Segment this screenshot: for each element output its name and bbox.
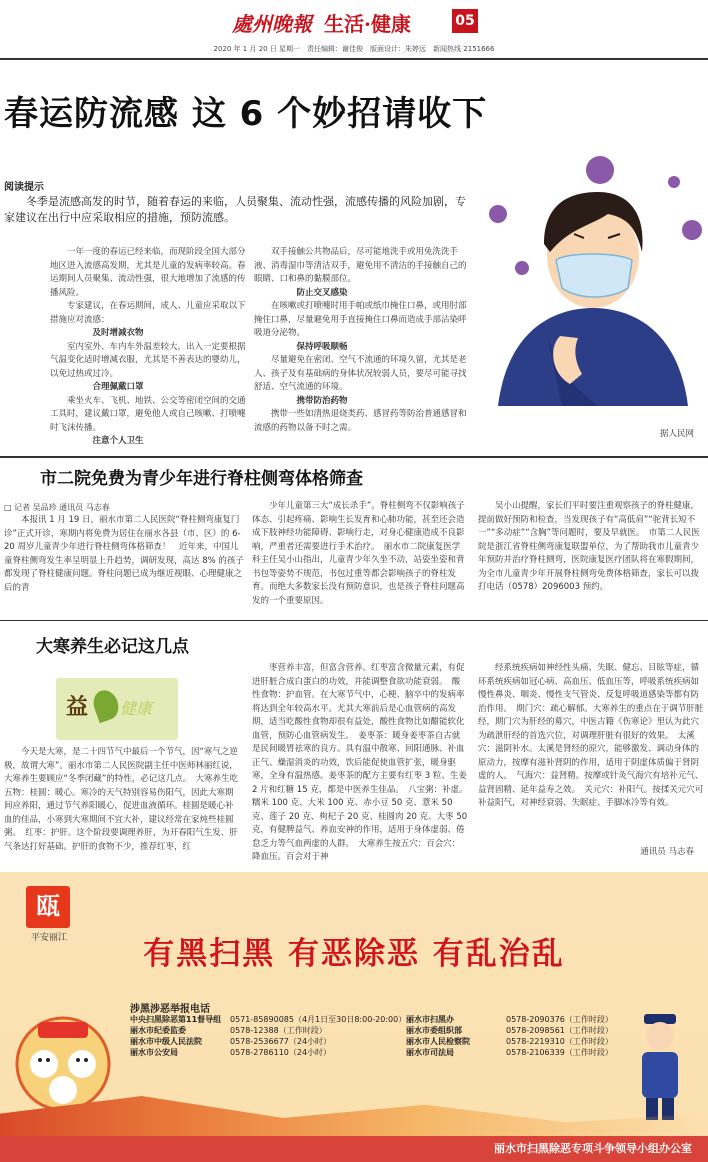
subheading: 注意个人卫生 (92, 436, 144, 446)
spine-column-1 (4, 514, 244, 595)
page-number: 05 (452, 9, 478, 33)
hotline-number: 0578-12388（工作时段） (230, 1026, 327, 1035)
lead-text: 冬季是流感高发的时节，随着春运的来临，人员聚集、流动性强，流感传播的风险加剧，专家建议在出行中应采取相应的措施，预防流感。 (4, 195, 466, 224)
hotline-org: 中央扫黑除恶第11督导组 (130, 1015, 222, 1024)
spine-byline: □ 记者 吴品珍 通讯员 马志春 (4, 503, 110, 512)
paragraph: 尽量避免在密闭、空气不流通的环境久留，尤其是老人、孩子及有基础病的身体状况较弱人员，要尽可能寻找舒适、空气流通的环境。 (254, 355, 467, 392)
spine-text-2: 少年儿童第三大“成长杀手”。脊柱侧弯不仅影响孩子体态、引起疼痛、影响生长发育和心肺功能，甚至还会造成下肢神经功能障碍、影响行走，对身心健康造成不良影响，严重者还需要进行手术治疗。 丽水市二院康复医学科主任吴小山指出，儿童青少年久坐不动，站姿坐姿和背书包等姿势不规范，书包过重等都会影响孩子的脊柱发育。而绝大多数家长没有预防意识，也是孩子脊柱问题高发的一个重要原因。 (252, 501, 465, 606)
spine-text-3: 吴小山提醒，家长们平时要注重观察孩子的脊柱健康，提前做好预防和检查，当发现孩子有“高低肩”“驼背长短不一”“多动症”“含胸”等问题时，要及早就医。 市第二人民医院是浙江省脊柱侧弯康复联盟单位，为了帮助我市儿童青少年预防并治疗脊柱侧弯，医院康复医疗团队将在寒假期间，为全市儿童青少年开展脊柱侧弯免费体格筛查，家长可以拨打电话（0578）2096003 预约。 (478, 501, 700, 592)
dahan-text-2: 枣营养丰富，但富含营养。红枣富含微量元素，有促进肝脏合成白蛋白的功效，并能调整食欲功能衰弱。 酸性食物：护血管。在大寒节气中，心梗、脑卒中的发病率将达到全年较高水平。尤其大寒前后是心血管病的高发期，适当吃酸性食物却很有益处，酸性食物比如醋能软化血管，预防心血管病发生。 姜枣茶：暖身姜枣茶自古就是民间暖胃祛寒的良方。具有温中散寒、回阳通脉、补血正气、燥湿消炎的功效，饮后能促使血管扩张，暖身驱寒，全身有温热感。姜枣茶的配方主要有红枣 3 粒、生姜 2 片和红糖 15 克，都是中医养生佳品。 八宝粥：补虚。糯米 100 克、大米 100 克、赤小豆 50 克、薏米 50 克、莲子 20 克、枸杞子 20 克、桂圆肉 20 克、大枣 50 克，有健脾益气、养血安神的作用，适用于身体虚弱、倦怠乏力等气血两虚的人群。 大寒养生按五穴：百会穴：降血压。百会对于神 (252, 663, 468, 862)
dahan-signed-box (560, 846, 700, 860)
hotline-number: 0578-2219310（工作时段） (506, 1037, 613, 1046)
hotline-row (406, 1047, 613, 1058)
dahan-column-3 (478, 662, 704, 811)
subheading: 防止交叉感染 (296, 287, 348, 298)
paragraph: 乘坐火车、飞机、地铁、公交等密闭空间的交通工具时，建议戴口罩，避免他人或自己咳嗽、打喷嚏时飞沫传播。 (50, 395, 246, 433)
dahan-signed: 通讯员 马志春 (640, 847, 694, 857)
spine-text-1: 本报讯 1 月 19 日，丽水市第二人民医院“脊柱侧弯康复门诊”正式开诊，寒期内将免费为居住在丽水各县（市、区）的 6-20 周岁儿童青少年进行脊柱侧弯体格筛查！ 近年来，中国儿童脊柱侧弯发生率呈明显上升趋势，调研发现，高达 8% 的孩子都发现了脊柱健康问题。脊柱问题已成为继近视眼、心理健康之后的青 (4, 515, 244, 593)
hotline-row (406, 1036, 613, 1047)
dahan-text-1: 今天是大寒，是二十四节气中最后一个节气，因“寒气之逆极，故谓大寒”。丽水市第二人民医院副主任中医师林丽红说，大寒养生要顾应“冬季闭藏”的特性，必记这几点。 大寒养生吃五物：桂圆：暖心。寒冷的天气特别容易伤阳气，因此大寒期间应养阳，通过节气养阳暖心，促进血液循环。桂圆是暖心补血的佳品，小寒到大寒期间不宜大补，建议经常在家炖些桂圆粥。 红枣：护肝。这个阶段要调理养肝，为开春阳气生发、肝气条达打好基础。护肝的食物不少，推荐红枣，红 (4, 747, 239, 852)
dahan-column-1 (4, 746, 240, 854)
logo-kang: 健康 (120, 699, 153, 718)
dahan-text-3: 经系统疾病如神经性头痛、失眠、健忘、目眩等症，循环系统疾病如冠心病、高血压、低血压等，呼吸系统疾病如慢性鼻炎、咽炎、慢性支气管炎、反复呼吸道感染等都有防治作用。 期门穴：疏心解郁。大寒养生的重点在于调节肝脏经，期门穴为肝经的募穴，中医古籍《伤寒论》里认为此穴为疏泄肝经的首选穴位，对调理肝脏有很好的效果。 太溪穴：滋阴补水。太溪是肾经的原穴，能够激发、调动身体的原动力，按摩有滋补肾阴的作用，适用于阴虚体质偏于肾阴虚的人。 气海穴：益肾精。按摩或针灸气海穴有培补元气、益肾固精、延年益寿之效。 关元穴：补阳气。按揉关元穴可补益阳气，对神经衰弱、失眠症、手脚冰冷等有效。 (478, 663, 704, 808)
lead-title: 阅读提示 (4, 182, 44, 193)
hotline-number: 0578-2106339（工作时段） (506, 1048, 613, 1057)
subheading: 携带防治药物 (296, 395, 348, 406)
hotline-org: 丽水市纪委监委 (130, 1026, 186, 1035)
flu-source: 据人民网 (659, 429, 694, 439)
seal-icon: 瓯 (26, 886, 70, 928)
hotline-org: 丽水市中级人民法院 (130, 1037, 202, 1046)
paper-logo: 處州晚報 (232, 12, 312, 36)
top-rule (0, 58, 708, 60)
flu-signed (620, 428, 700, 442)
paragraph: 室内室外、车内车外温差较大，出入一定要根据气温变化适时增减衣服，尤其是不善表达的婴幼儿，以免过热或过冷。 (50, 341, 246, 379)
section-rule-2 (0, 620, 708, 621)
masked-person-illustration (478, 148, 708, 406)
paragraph: 一年一度的春运已经来临，而现阶段全国大部分地区进入流感高发期，尤其是儿童的发病率较高。春运期间人员聚集、流动性强，很大地增加了流感的传播风险。 (50, 247, 246, 298)
tip-title: 涉黑涉恶举报电话 (130, 1004, 210, 1015)
hotline-row (406, 1014, 613, 1025)
spine-column-3 (478, 500, 704, 595)
leaf-icon (90, 687, 123, 723)
section-name: 生活·健康 (324, 12, 411, 36)
hotline-row (406, 1025, 613, 1036)
spine-column-2 (252, 500, 468, 608)
hotline-number: 0578-2536677（24小时） (230, 1037, 332, 1046)
banner-footer: 丽水市扫黑除恶专项斗争领导小组办公室 (0, 1136, 708, 1162)
hotline-number: 0578-2098561（工作时段） (506, 1026, 613, 1035)
hotline-number: 0571-85890085（4月1日至30日8:00-20:00） (230, 1015, 407, 1024)
tips-left (130, 1014, 406, 1058)
hotline-org: 丽水市委组织部 (406, 1026, 462, 1035)
hotline-number: 0578-2090376（工作时段） (506, 1015, 613, 1024)
banner-slogan: 有黑扫黑 有恶除恶 有乱治乱 (143, 936, 565, 972)
paragraph: 携带一些如清热退烧类药、感冒药等防治普通感冒和流感的药物以备不时之需。 (254, 409, 467, 433)
hotline-row (130, 1036, 406, 1047)
headline: 春运防流感 这 6 个妙招请收下 (4, 94, 488, 134)
section-rule-1 (0, 456, 708, 458)
hotline-row (130, 1014, 406, 1025)
logo-yi: 益 (66, 694, 89, 720)
subheading: 合理佩戴口罩 (92, 382, 144, 392)
hotline-org: 丽水市司法局 (406, 1048, 454, 1057)
dahan-title: 大寒养生必记这几点 (36, 637, 189, 657)
paragraph: 在咳嗽或打喷嚏时用手帕或纸巾掩住口鼻，或用肘部掩住口鼻，尽量避免用手直接掩住口鼻而造成手部沾染呼吸道分泌物。 (254, 301, 467, 338)
tips-right (406, 1014, 613, 1058)
police-illustration (628, 1004, 692, 1124)
seal-name: 平安丽江 (30, 933, 67, 943)
hotline-row (130, 1025, 406, 1036)
hotline-org: 丽水市人民检察院 (406, 1037, 470, 1046)
health-logo (56, 678, 178, 740)
spine-title: 市二院免费为青少年进行脊柱侧弯体格筛查 (40, 469, 363, 489)
flu-column-1 (50, 246, 246, 449)
meta-line: 2020 年 1 月 20 日 星期一 责任编辑：谢佳俊 版面设计：朱婷远 新闻热线 2151666 (213, 45, 495, 53)
hotline-org: 丽水市扫黑办 (406, 1015, 454, 1024)
subheading: 及时增减衣物 (92, 328, 144, 338)
flu-column-2 (254, 246, 470, 435)
paragraph: 专家建议，在春运期间，成人、儿童应采取以下措施应对流感： (50, 301, 246, 325)
paragraph: 双手接触公共物品后，尽可能地洗手或用免洗洗手液、消毒湿巾等清洁双手，避免用不清洁的手接触自己的眼睛、口和鼻的黏膜部位。 (254, 247, 467, 284)
masthead (0, 0, 708, 44)
subheading: 保持呼吸顺畅 (296, 341, 348, 352)
dahan-column-2 (252, 662, 468, 865)
hotline-number: 0578-2786110（24小时） (230, 1048, 332, 1057)
hotline-org: 丽水市公安局 (130, 1048, 178, 1057)
hotline-row (130, 1047, 406, 1058)
